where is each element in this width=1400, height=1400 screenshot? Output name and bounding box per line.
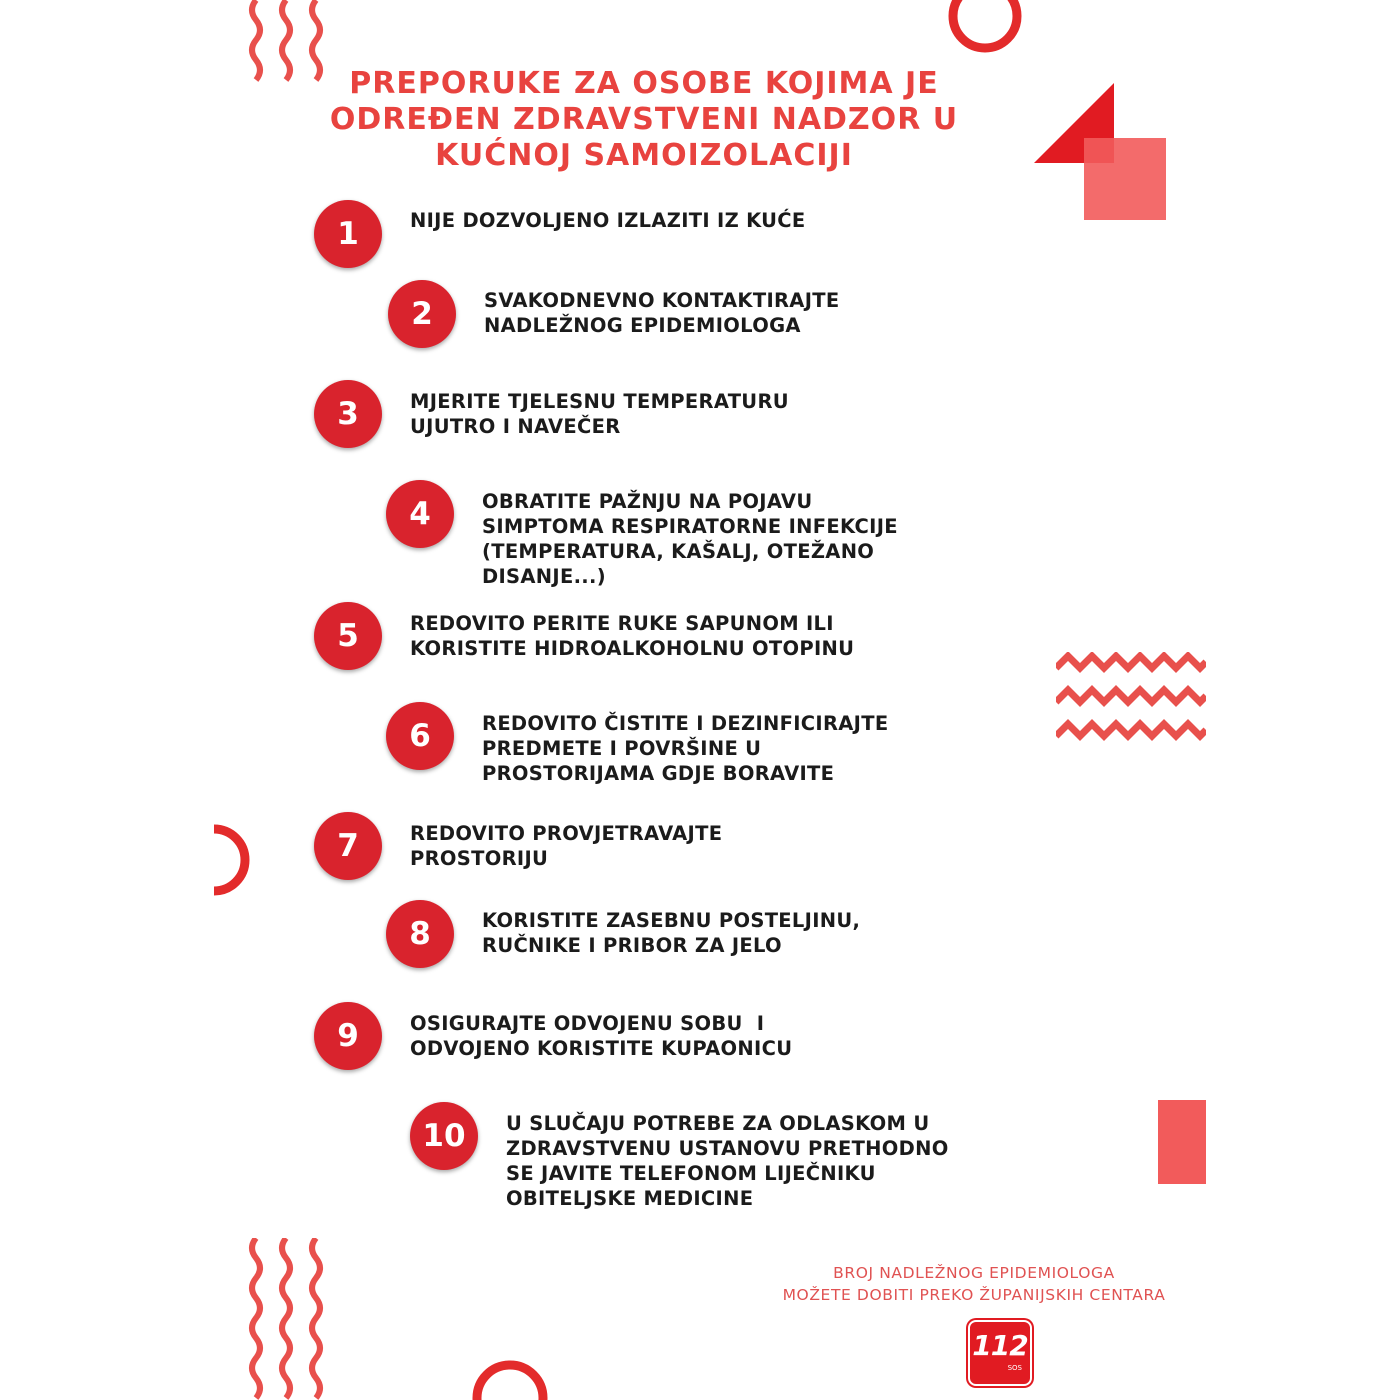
title-line: ODREĐEN ZDRAVSTVENI NADZOR U: [329, 102, 959, 137]
number-circle: 1: [314, 200, 382, 268]
item-line: SVAKODNEVNO KONTAKTIRAJTE: [484, 289, 840, 312]
item-line: ZDRAVSTVENU USTANOVU PRETHODNO: [506, 1137, 949, 1160]
ring-top: [944, 0, 1026, 56]
item-line: KORISTITE ZASEBNU POSTELJINU,: [482, 909, 861, 932]
title-line: PREPORUKE ZA OSOBE KOJIMA JE: [349, 66, 939, 101]
title-line: KUĆNOJ SAMOIZOLACIJI: [435, 138, 853, 173]
list-item-5: [314, 602, 854, 670]
footer-line: MOŽETE DOBITI PREKO ŽUPANIJSKIH CENTARA: [782, 1286, 1166, 1304]
item-text: [506, 1111, 949, 1211]
rectangle-right: [1158, 1100, 1206, 1184]
list-item-7: [314, 812, 722, 880]
item-text: [410, 389, 789, 439]
triangle-square-top-right: [1032, 80, 1172, 225]
item-line: REDOVITO PROVJETRAVAJTE: [410, 822, 723, 845]
list-item-10: [410, 1102, 949, 1211]
item-line: PREDMETE I POVRŠINE U: [482, 737, 762, 760]
item-text: [482, 908, 860, 958]
half-ring-bottom: [468, 1350, 552, 1400]
item-line: KORISTITE HIDROALKOHOLNU OTOPINU: [410, 637, 855, 660]
item-text: [482, 489, 898, 589]
item-line: U SLUČAJU POTREBE ZA ODLASKOM U: [506, 1112, 930, 1135]
item-line: DISANJE...): [482, 565, 606, 588]
item-text: [484, 288, 839, 338]
page-title: [314, 66, 974, 174]
item-text: [482, 711, 888, 786]
item-line: SIMPTOMA RESPIRATORNE INFEKCIJE: [482, 515, 898, 538]
list-item-3: [314, 380, 789, 448]
list-item-4: [386, 480, 898, 589]
number-circle: 8: [386, 900, 454, 968]
item-text: [410, 1011, 792, 1061]
item-line: UJUTRO I NAVEČER: [410, 415, 621, 438]
item-line: REDOVITO PERITE RUKE SAPUNOM ILI: [410, 612, 834, 635]
list-item-9: [314, 1002, 792, 1070]
item-line: RUČNIKE I PRIBOR ZA JELO: [482, 934, 782, 957]
item-line: MJERITE TJELESNU TEMPERATURU: [410, 390, 789, 413]
item-line: NADLEŽNOG EPIDEMIOLOGA: [484, 314, 801, 337]
number-circle: 10: [410, 1102, 478, 1170]
number-circle: 5: [314, 602, 382, 670]
item-line: OBITELJSKE MEDICINE: [506, 1187, 754, 1210]
item-text: [410, 821, 722, 871]
item-line: ODVOJENO KORISTITE KUPAONICU: [410, 1037, 793, 1060]
poster: [214, 0, 1206, 1400]
number-circle: 6: [386, 702, 454, 770]
item-line: (TEMPERATURA, KAŠALJ, OTEŽANO: [482, 540, 875, 563]
item-line: OSIGURAJTE ODVOJENU SOBU I: [410, 1012, 765, 1035]
list-item-2: [388, 280, 839, 348]
item-text: [410, 208, 806, 233]
badge-number: 112: [972, 1329, 1028, 1362]
item-line: NIJE DOZVOLJENO IZLAZITI IZ KUĆE: [410, 209, 806, 232]
number-circle: 2: [388, 280, 456, 348]
list-item-6: [386, 702, 888, 786]
emergency-112-logo: [968, 1320, 1032, 1386]
wavy-lines-bottom-left: [246, 1238, 326, 1400]
list-item-1: [314, 200, 806, 268]
half-ring-left: [214, 820, 254, 900]
item-line: PROSTORIJAMA GDJE BORAVITE: [482, 762, 835, 785]
number-circle: 9: [314, 1002, 382, 1070]
item-line: SE JAVITE TELEFONOM LIJEČNIKU: [506, 1162, 876, 1185]
number-circle: 3: [314, 380, 382, 448]
item-line: REDOVITO ČISTITE I DEZINFICIRAJTE: [482, 712, 889, 735]
item-text: [410, 611, 854, 661]
zigzag-right: [1056, 652, 1206, 748]
badge-sos: SOS: [1007, 1364, 1022, 1372]
item-line: OBRATITE PAŽNJU NA POJAVU: [482, 490, 813, 513]
footer-note: [734, 1262, 1206, 1306]
number-circle: 4: [386, 480, 454, 548]
list-item-8: [386, 900, 860, 968]
item-line: PROSTORIJU: [410, 847, 549, 870]
number-circle: 7: [314, 812, 382, 880]
footer-line: BROJ NADLEŽNOG EPIDEMIOLOGA: [833, 1264, 1115, 1282]
